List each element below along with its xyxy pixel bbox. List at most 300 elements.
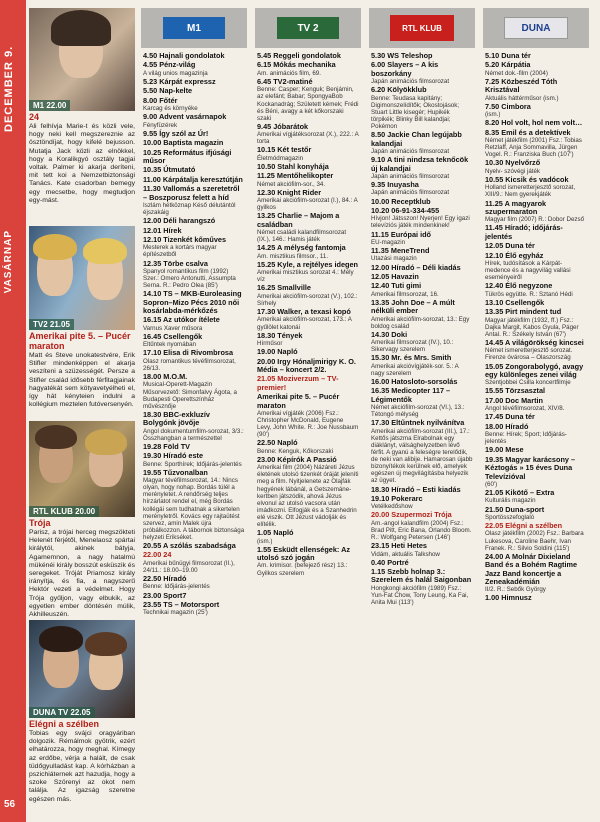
program-entry (255, 375, 361, 392)
program-title: 10.25 Református ifjúsági műsor (143, 147, 232, 165)
highlight-photo (29, 8, 135, 111)
program-description: Sportösszefoglaló (485, 513, 535, 521)
program-description: Japán animációs filmsorozat (371, 78, 450, 86)
program-description: Amerikai film (2004) Názáreti Jézus életének utolsó tizenkét óráját jeleníti meg a film. Nyitjelenete az Olajfák hegyének lábánál, a Getszemáne-kertben játszódik, ahová Jézus elvonul az utolsó vacsora után imádkozni. Elfogják és a Szanhedrin elé viszik. Ott Jézust vádolják és elítélik. (257, 464, 359, 529)
program-entry (483, 176, 589, 199)
channel-logo: TV 2 (277, 17, 339, 39)
program-title: 6.20 Kölyökklub (371, 85, 427, 95)
program-description: Német akciófilm-sor., 34. (257, 180, 326, 188)
program-description: Német játékfilm (2001) Fsz.: Tobias Retzlaff, Anja Sommavilla, Jürgen Vogel. R.: Franziska Buch (107') (485, 137, 582, 159)
program-title: 1.00 Himnusz (485, 593, 532, 603)
column-header (369, 8, 475, 48)
program-title: 5.50 Nap-kelte (143, 86, 193, 96)
program-entry (483, 61, 589, 77)
program-title: 7.50 Cimbora (485, 101, 531, 111)
program-entry (369, 354, 475, 377)
program-title: 12.05 Havazin (371, 271, 419, 281)
highlight-photo (29, 620, 135, 718)
program-title: 5.30 WS Teleshop (371, 51, 433, 60)
program-entry (141, 236, 247, 259)
highlight-m1 (29, 8, 135, 205)
highlight-body: Tobias egy svájci oragyáriban dolgozik. Rémálmok gyötrik, ezért elhatározza, hogy meghal. Kímegy az erdőbe, vérja a halált, de csak tüdőgyulladást kap. A kórházban a pszichiáternek azt hazudja, hogy a szoke Szörenyi az okot nem találja. Az igazság szeretne egészen más. (29, 730, 135, 803)
program-entry (255, 456, 361, 528)
program-entry (141, 469, 247, 541)
program-description: Nyelv- szóvégi játék (485, 167, 541, 175)
program-title: 18.30 Híradó – Esti kiadás (371, 484, 461, 494)
program-list (483, 52, 589, 603)
highlight-channel: M1 22.00 (29, 100, 70, 111)
program-entry (255, 393, 361, 438)
highlight-body: Matt és Steve unokatestvére, Erik Stifler mindenképpen el akarja veszíteni a szüzességét. Persze a Stifler család idősebb férfitagjainak hagyatékát sem kötyavetyélheti el, így hát kényteien indulni a kollégium meztelen futóversenyén. (29, 352, 135, 409)
program-description: Mesterek a kortárs magyar építészetből (143, 244, 217, 259)
program-title: 15.05 Zongorabolygó, avagy egy különleges zenei világ (485, 361, 584, 379)
program-entry (141, 227, 247, 235)
program-title: 12.40 Tuti gimi (371, 281, 422, 291)
program-entry (483, 78, 589, 102)
program-entry (141, 349, 247, 372)
column-m1 (141, 8, 247, 818)
program-description: Amerikai bűnügyi filmsorozat (II.), 24/11.: 18.00–19.00 (143, 559, 235, 574)
program-entry (255, 61, 361, 77)
program-title: 13.35 Pirt mindent tud (485, 307, 562, 317)
program-description: Angol dokumentumfilm-sorozat, 3/3.: Összhangban a természettel (143, 427, 244, 442)
program-entry (369, 273, 475, 281)
program-entry (369, 568, 475, 606)
program-description: (60') (485, 480, 498, 488)
program-entry (369, 282, 475, 298)
program-title: 18.30 BBC-exkluzív Bolygónk jövője (143, 409, 210, 428)
program-description: Aktuális háttérműsor (ism.) (485, 94, 559, 102)
program-entry (483, 252, 589, 282)
program-description: Hívjon! Játsszon! Nyerjen! Egy igazi televíziós játék mindenkinek! (371, 215, 470, 230)
program-title: 1.55 Esküdt ellenségek: Az utolsó szó jogán (257, 544, 351, 563)
program-entry (255, 308, 361, 331)
program-description: Benne: Teudasa kapitány; Digimonszelídítők; Okostojások; Stuart Little kisegér; Hupikék törpikék; Blinky Bill kalandjai; Pokémon (371, 94, 460, 131)
program-title: 11.30 Vallomás a szeretetről – Boszporusz felett a híd (143, 184, 240, 202)
program-entry (141, 290, 247, 315)
program-entry (141, 575, 247, 591)
program-description: Magyar játékfilm (1932, ff.) Fsz.: Dajka Margit, Kabos Gyula, Páger Antal. R.: Székely István (67') (485, 316, 579, 338)
highlight-channel: RTL KLUB 20.00 (29, 506, 99, 517)
program-entry (141, 542, 247, 550)
program-title: 17.10 Elisa di Rivombrosa (143, 348, 234, 358)
program-entry (369, 181, 475, 197)
program-entry (483, 103, 589, 119)
program-title: 9.45 Jóbarátok (257, 121, 309, 131)
program-description: Karcag és környéke (143, 105, 198, 113)
program-list (369, 52, 475, 606)
program-title: 8.50 Jackie Chan legújabb kalandjai (371, 130, 462, 148)
program-title: 14.25 A mélység fantomja (257, 243, 346, 253)
program-title: 12.01 Hírek (143, 225, 182, 235)
program-description: Varnus Xaver műsora (143, 324, 203, 332)
program-title: 5.23 Kárpát expressz (143, 76, 216, 86)
program-title: 21.05 Kikötő – Extra (485, 488, 555, 498)
program-entry (369, 542, 475, 558)
program-description: Amerikai vígjátéksorozat (X.), 222.: A torta (257, 131, 359, 146)
program-entry (141, 176, 247, 184)
program-title: 17.45 Duna tér (485, 412, 535, 422)
program-title: 8.35 Emil és a detektívek (485, 127, 571, 137)
program-description: Német ismeretterjesztő sorozat. Firenze óvárosa – Olaszország (485, 347, 573, 362)
program-title: 10.00 Baptista magazin (143, 138, 224, 148)
program-description: Am.-angol kalandfilm (2004) Fsz.: Brad Pitt, Eric Bana, Orlando Bloom. R.: Wolfgang Petersen (146') (371, 519, 472, 542)
program-entry (255, 123, 361, 146)
program-entry (369, 231, 475, 247)
program-title: 16.15 Az utókor ítélete (143, 315, 220, 325)
program-description: Amerikai misztikus sorozat 4.: Mély víz (257, 269, 354, 284)
program-entry (255, 358, 361, 375)
program-entry (255, 212, 361, 243)
program-title: 23.15 Heti Hetes (371, 541, 427, 551)
highlight-channel: TV2 21.05 (29, 319, 74, 330)
program-title: 12.40 Élő negyzone (485, 281, 553, 291)
program-title: 0.40 Portré (371, 557, 409, 567)
program-title: 16.45 Csellengők (143, 331, 203, 341)
program-description: Technikai magazin (25') (143, 609, 208, 617)
program-title: 20.00 Szupermozi Trója (371, 510, 452, 520)
program-description: Benne: Casper; Kenguk; Benjámin, az elefánt; Babar; SpongyaBob Kockanadrág; Született kémek; Frédi és Béni, avagy a két kőkorszaki szaki (257, 86, 359, 122)
program-description: Vidám, aktuális Talkshow (371, 550, 440, 558)
program-entry (483, 299, 589, 307)
program-entry (369, 559, 475, 567)
program-title: 21.50 Duna-sport (485, 504, 545, 514)
program-entry (141, 443, 247, 451)
program-title: 15.25 Kyle, a rejtélyes idegen (257, 259, 358, 269)
program-entry (255, 146, 361, 162)
program-description: Hírek, tudósítások a Kárpát-medence és a nagyvilág vallási eseményeiről (485, 260, 571, 282)
program-title: 16.25 Smallville (257, 283, 311, 293)
program-description: Amerikai filmsorozat (IV.), 10.: Sikervagy szerelem (371, 339, 454, 354)
program-title: 6.45 TV2-matiné (257, 76, 313, 86)
program-entry (483, 397, 589, 413)
program-title: 11.35 MeneTrend (371, 246, 430, 255)
highlight-body: Ali felhívja Marie-t és közli vele, hogy neki kell megszereznie az ösztöndíjat, hogy kifelé bejusson. Mutatja Jack közli az elnökkel, hogy a Koralikgyó osztály tagjai voltak. Palmer ki akarja deríteni, mit tett koi a Nemzetbiztonsági Tanács. Kate csadorban bemegy egy mecsetbe, hogy megtudjon egy-mást. (29, 123, 135, 204)
program-entry (483, 446, 589, 454)
program-title: 15.30 Mr. és Mrs. Smith (371, 353, 452, 363)
program-title: 11.25 A magyarok szupermaraton (485, 198, 547, 216)
program-title: 12.35 Törbe csalva (143, 258, 208, 268)
program-title: 7.25 Közbeszéd Tóth Krisztával (485, 76, 558, 95)
program-entry (369, 52, 475, 60)
program-title: 10.15 Két testőr (257, 145, 312, 155)
program-entry (483, 489, 589, 505)
program-title: 5.10 Duna tér (485, 51, 531, 60)
highlight-rtl (29, 421, 135, 619)
program-entry (369, 61, 475, 85)
program-description: Olasz romantikus tévéfilmsorozat, 26/13. (143, 357, 236, 372)
program-description: Német dok.-film (2004) (485, 69, 548, 77)
program-title: 4.50 Hajnali gondolatok (143, 51, 225, 60)
highlight-title: Amerikai pite 5. – Pucér maraton (29, 331, 131, 351)
program-title: 17.00 Doc Martin (485, 395, 543, 405)
program-description: (ism.) (485, 111, 501, 119)
program-entry (483, 339, 589, 362)
program-entry (369, 486, 475, 494)
program-entry (483, 553, 589, 594)
program-entry (255, 348, 361, 356)
program-description: Amerikai akcióvígjáték-sor. 5.: A nagy szerelem (371, 362, 459, 377)
program-title: 17.30 Eltűntnek nyilvánítva (371, 418, 465, 428)
program-description: Japán animációs filmsorozat (371, 189, 450, 197)
program-title: 16.00 Hatosloto-sorsolás (371, 377, 458, 386)
program-entry (255, 546, 361, 577)
program-description: Tükrös együtte. R.: Sztanó Hédi (485, 290, 573, 298)
column-tv2 (255, 8, 361, 818)
program-entry (483, 387, 589, 395)
highlight-title: 24 (29, 112, 40, 122)
program-entry (483, 129, 589, 159)
program-entry (483, 506, 589, 522)
program-title: 13.25 Charlie – Majom a családban (257, 211, 340, 229)
program-description: Angol tévéfilmsorozat, XIV/8. (485, 405, 565, 413)
program-title: 10.35 Útmutató (143, 165, 196, 175)
program-entry (369, 331, 475, 354)
program-entry (483, 594, 589, 602)
program-title: 1.15 Szebb holnap 3.: Szerelem és halál Saigonban (371, 567, 472, 585)
program-entry (483, 224, 589, 241)
column-header (483, 8, 589, 48)
page-sidebar (0, 0, 26, 822)
program-title: 6.00 Slayers – A kis boszorkány (371, 60, 439, 78)
program-entry (369, 86, 475, 130)
program-title: 9.10 A tini nindzsa teknőcök új kalandjai (371, 155, 469, 173)
page-number: 56 (4, 799, 16, 810)
program-description: Amerikai akciófilm-sorozat (V.), 102.: Sírhely (257, 292, 358, 307)
program-description: Am. misztikus filmsor., 11. (257, 252, 329, 260)
program-description: Musical-Operett-Magazin Műsorvezető: Simonfalvy Ágota, a Budapesti Operettszínház művésznője (143, 381, 237, 410)
program-title: 11.00 Kárpátalja keresztútján (143, 174, 243, 184)
program-description: Utazási magazin (371, 255, 417, 263)
program-description: Eltűntek nyomában (143, 341, 196, 349)
program-entry (483, 119, 589, 127)
program-entry (255, 261, 361, 284)
program-description: Amerikai filmsorozat, 16. (371, 290, 439, 298)
program-title: 18.30 Tények (257, 330, 303, 340)
program-description: EU-magazin (371, 238, 406, 246)
program-description: Amerikai akciófilm-sorozat (I.), 84.: A gyilkos (257, 197, 358, 212)
channel-logo: DUNA (504, 17, 568, 39)
program-entry (141, 601, 247, 617)
program-entry (369, 131, 475, 155)
channel-logo: RTL KLUB (390, 15, 454, 41)
program-description: Japán animációs filmsorozat (371, 148, 450, 155)
program-description: Szentjobbei Csilla koncertfilmje (485, 379, 571, 387)
program-description: Hírműsor (257, 340, 283, 348)
program-entry (483, 242, 589, 250)
program-description: Benne: Sporthírek; Időjárás-jelentés (143, 460, 242, 468)
program-entry (369, 198, 475, 206)
program-entry (483, 282, 589, 298)
program-title: 22.00 24 (143, 550, 172, 560)
program-title: 11.15 Európai idő (371, 229, 432, 239)
program-entry (255, 439, 361, 455)
program-entry (141, 166, 247, 174)
program-entry (141, 333, 247, 349)
program-description: Holland ismeretterjesztő sorozat, XIII/9.: Nem gyerekjáték (485, 184, 576, 199)
column-rtl (369, 8, 475, 818)
program-title: 19.10 Pokerarc (371, 493, 423, 503)
program-description: Fényfüzérek (143, 121, 178, 129)
program-title: 17.30 Walker, a texasi kopó (257, 307, 351, 317)
program-description: Olasz játékfilm (2002) Fsz.: Barbara Lukesova, Caroline Baehr, Ivan Franek. R.: Silvio Soldini (115') (485, 530, 584, 552)
program-title: 4.55 Pénz-világ (143, 60, 196, 70)
column-header (141, 8, 247, 48)
program-entry (369, 207, 475, 230)
program-entry (141, 373, 247, 410)
program-title: 10.50 Stahl konyhája (257, 161, 329, 171)
program-entry (483, 522, 589, 552)
highlight-channel: DUNA TV 22.05 (29, 707, 95, 718)
program-title: 13.10 Csellengők (485, 297, 545, 307)
program-title: 10.55 Kicsik és vadócok (485, 174, 569, 184)
program-list (255, 52, 361, 577)
program-entry (141, 551, 247, 574)
program-entry (369, 299, 475, 330)
program-description: Német családi kalandfilmsorozat (IX.), 146.: Hamis játék (257, 229, 347, 244)
program-entry (483, 159, 589, 175)
program-title: 20.00 Irgy Hónaljmirigy K. O. Média – koncert 2/2. (257, 356, 356, 374)
program-entry (141, 113, 247, 129)
program-description: Am. krimisor. (befejező rész) 13.: Gyilkos szerelem (257, 562, 348, 577)
program-entry (255, 244, 361, 260)
program-title: 12.00 Híradó – Déli kiadás (371, 262, 461, 272)
program-entry (255, 332, 361, 348)
program-title: 5.45 Reggeli gondolatok (257, 51, 341, 60)
program-entry (255, 172, 361, 188)
program-entry (141, 78, 247, 86)
program-title: 12.05 Duna tér (485, 241, 535, 251)
program-entry (369, 156, 475, 180)
program-title: 10.20 06-91-334-455 (371, 205, 440, 215)
program-description: Magyar tévéfilmsorozat, 14.: Nincs olyan, hogy nohap. Bordás túlél a merényletet. A rendőrség teljes hírzárlatot rendel el, még Bordás kollégái sem tudhatnak a sikertelen merényletről. Kovács egy rajtaütést szervez, amin Malek újra próbálkozzon. A tábornok biztonsága helyzeti Erikséket. (143, 477, 245, 541)
program-description: Amerikai vígjáték (2006) Fsz.: Christopher McDonald, Eugene Levy, John White. R.: Joe Nussbaum (90') (257, 410, 359, 439)
program-title: 8.20 Hol volt, hol nem volt… (485, 118, 583, 128)
program-entry (141, 149, 247, 166)
program-description: Német akciófilm-sorozat (VI.), 13.: Tétongó mélység (371, 404, 465, 419)
highlight-title: Trója (29, 518, 51, 528)
program-entry (141, 452, 247, 468)
program-title: 22.05 Elégni a szélben (485, 521, 563, 531)
program-entry (483, 308, 589, 338)
program-entry (255, 52, 361, 60)
program-description: Vetélkedőshow (371, 503, 413, 511)
program-entry (141, 130, 247, 138)
program-title: 22.50 Napló (257, 438, 298, 448)
program-entry (369, 387, 475, 418)
channel-logo: M1 (163, 17, 225, 39)
page-day: VASÁRNAP (3, 230, 14, 294)
program-description: Hongkongi akciófilm (1989) Fsz.: Yun-Fat Chow, Tony Leung, Ka Fai, Anita Mui (113') (371, 584, 469, 607)
highlight-photo (29, 226, 135, 330)
page-date: DECEMBER 9. (3, 45, 15, 132)
program-title: 18.00 Híradó (485, 421, 529, 431)
program-entry (369, 247, 475, 263)
program-description: (ism.) (257, 537, 273, 545)
program-description: Spanyol romantikus film (1992) Szer.: Omero Antonutti, Assumpta Serna. R.: Pedro Olea (85') (143, 267, 236, 290)
program-description: Benne: Időjárás-jelentés (143, 583, 210, 591)
program-description: Magyar film (2007) R.: Dobor Dezső (485, 216, 585, 224)
program-entry (369, 511, 475, 541)
program-title: 12.00 Déli harangszó (143, 216, 216, 226)
program-entry (141, 87, 247, 95)
program-title: 10.30 Nyelvőrző (485, 158, 541, 168)
program-title: 12.30 Knight Rider (257, 187, 322, 197)
program-entry (141, 316, 247, 332)
program-title: 14.10 TS – MKB-Euroleasing Sopron–Mizo Pécs 2010 női kosárlabda-mérkőzés (143, 289, 242, 316)
program-entry (141, 592, 247, 600)
program-description: Amerikai akciófilm-sorozat (III.), 17.: Kettős játszma Elrabolnak egy diáklányt, válsághelyzetben lévő férfit. A gyanú a feleségre terelődik, de neki van alibije. Hamarosan újabb bizonyítékok kerülnek elő, amelyek egészen új megvilágításba helyezik az ügyet. (371, 427, 473, 485)
program-title: 23.00 Sport7 (143, 590, 187, 600)
program-entry (255, 163, 361, 171)
program-title: 6.15 Mókás mechanika (257, 60, 336, 70)
program-entry (141, 97, 247, 113)
program-entry (369, 378, 475, 386)
program-title: 19.30 Híradó este (143, 451, 204, 461)
program-title: 20.55 A szólás szabadsága (143, 541, 236, 550)
program-title: 9.35 Inuyasha (371, 180, 419, 189)
program-title: 8.00 Főtér (143, 95, 178, 105)
program-title: 10.00 Receptklub (371, 196, 431, 206)
program-entry (483, 52, 589, 60)
program-title: 23.00 Képírók A Passió (257, 454, 337, 464)
program-title: 19.55 Tűzvonalban (143, 467, 208, 477)
program-title: 23.55 TS – Motorsport (143, 599, 220, 609)
program-entry (369, 495, 475, 511)
program-title: 13.35 John Doe – A múlt nélküli ember (371, 297, 455, 316)
program-entry (483, 200, 589, 224)
highlight-photo (29, 421, 135, 517)
program-description: A világ unios magazinja (143, 69, 208, 77)
program-entry (255, 78, 361, 122)
program-title: 12.10 Élő egyház (485, 250, 544, 260)
program-title: 11.45 Híradó; időjárás-jelentés (485, 223, 563, 241)
program-entry (141, 52, 247, 60)
program-description: Benne: Hírek; Sport; Időjárás-jelentés (485, 431, 567, 446)
program-entry (141, 185, 247, 216)
program-title: 19.00 Mese (485, 445, 524, 455)
highlights-column (29, 8, 135, 818)
program-title: 1.05 Napló (257, 528, 294, 538)
program-title: 19.35 Magyar karácsony – Kéztogás » 15 éves Duna Televízióval (485, 454, 576, 481)
program-description: Amerikai akciófilm-sorozat, 13.: Egy boldog család (371, 315, 470, 330)
program-title: 19.28 Föld TV (143, 441, 191, 451)
program-title: 24.00 A Molnár Dixieland Band és a Bohém Ragtime Jazz Band koncertje a Zeneakadémián (485, 551, 578, 586)
program-description: Iszlám hétköznap Késő délutántól éjszakáig (143, 201, 236, 217)
program-list (141, 52, 247, 616)
program-entry (141, 139, 247, 147)
program-entry (483, 456, 589, 488)
program-title: 14.45 A világörökség kincsei (485, 337, 584, 347)
program-title: 9.55 Így szól az Úr! (143, 128, 209, 138)
program-description: Életmódmagazin (257, 154, 304, 162)
program-entry (483, 423, 589, 446)
program-description: Benne: Kenguk, Kőkorszaki (257, 447, 334, 455)
program-description: Am. animációs film, 69. (257, 69, 321, 77)
program-title: 14.30 Doki (371, 329, 408, 339)
column-header (255, 8, 361, 48)
program-description: Amerikai akciófilm-sorozat, 173.: A gyűlölet katonái (257, 316, 352, 331)
program-title: 19.00 Napló (257, 347, 298, 357)
program-title: 12.10 Tizenkét kőműves (143, 234, 227, 244)
program-title: 11.25 Mentőhelikopter (257, 171, 334, 181)
highlight-duna (29, 620, 135, 804)
program-title: Amerikai pite 5. – Pucér maraton (257, 392, 340, 410)
highlight-body: Parisz, a trójai herceg megszökteti Helenét férjétől, Menelaosz spártai királytól, akinek bátyja, Agamemnon, a nagy hatalmú mükénéi király bosszút esküszik és seregeket. Tróját Priamosz király irányítja, és fia, a nagyszerű Hektór vezeti a védelmet. Hogy Trója gyűljon, vagy elbukik, az egyetlen ember döntésén múlik, Akhilleuszén. (29, 529, 135, 619)
program-title: 22.50 Híradó (143, 574, 187, 583)
program-title: 16.35 Medicopter 117 – Légimentők (371, 386, 451, 404)
program-title: 21.05 Moziverzum – TV-premier! (257, 374, 339, 392)
